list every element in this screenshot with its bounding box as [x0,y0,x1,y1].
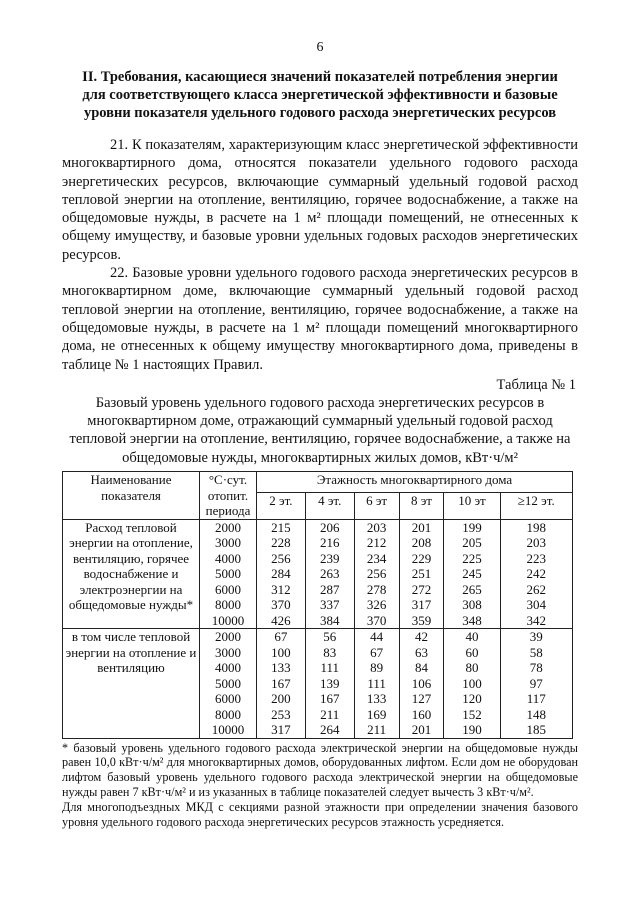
value-cell: 278 [354,582,399,598]
value-cell: 208 [399,535,444,551]
value-cell: 212 [354,535,399,551]
value-cell: 326 [354,597,399,613]
value-cell: 40 [444,629,500,645]
value-cell: 205 [444,535,500,551]
value-cell: 229 [399,551,444,567]
value-cell: 100 [444,676,500,692]
paragraph-21 [62,136,578,264]
degree-days-cell: 2000 [200,519,257,535]
value-cell: 253 [257,707,306,723]
page-number: 6 [316,40,324,55]
value-cell: 256 [257,551,306,567]
degree-days-cell: 8000 [200,707,257,723]
value-cell: 198 [500,519,573,535]
section-heading: II. Требования, касающиеся значений показателей потребления энергии для соответствующего класса энергетической эффективности и базовые уровни показателя удельного годового расхода энергетических ресурсов [82,69,558,121]
table-number: Таблица № 1 [496,376,576,393]
value-cell: 78 [500,660,573,676]
value-cell: 256 [354,566,399,582]
footnote: * базовый уровень удельного годового расхода электрической энергии на общедомовые нужды равен 10,0 кВт·ч/м² для многоквартирных домов, оборудованных лифтом. Если дом не оборудован лифтом базовый уровень удельного годового расхода электрической энергии на общедомовые нужды равен 7 кВт·ч/м² и из указанных в таблице показателей следует вычесть 3 кВт·ч/м². [62,740,578,799]
value-cell: 97 [500,676,573,692]
value-cell: 167 [257,676,306,692]
indicator-name: Расход тепловой энергии на отопление, вентиляцию, горячее водоснабжение и электроэнергии на общедомовые нужды* [63,519,200,629]
value-cell: 263 [305,566,354,582]
indicator-name: в том числе тепловой энергии на отопление и вентиляцию [63,629,200,739]
value-cell: 133 [257,660,306,676]
value-cell: 262 [500,582,573,598]
value-cell: 120 [444,691,500,707]
value-cell: 370 [257,597,306,613]
value-cell: 106 [399,676,444,692]
value-cell: 215 [257,519,306,535]
value-cell: 384 [305,613,354,629]
value-cell: 44 [354,629,399,645]
header-name: Наименование показателя [63,472,200,520]
value-cell: 211 [354,722,399,738]
value-cell: 251 [399,566,444,582]
header-floors: Этажность многоквартирного дома [257,472,573,493]
degree-days-cell: 6000 [200,691,257,707]
value-cell: 185 [500,722,573,738]
value-cell: 83 [305,645,354,661]
header-floor: 2 эт. [257,492,306,519]
value-cell: 223 [500,551,573,567]
value-cell: 148 [500,707,573,723]
value-cell: 80 [444,660,500,676]
value-cell: 287 [305,582,354,598]
table-body [63,519,573,738]
value-cell: 359 [399,613,444,629]
degree-days-cell: 3000 [200,535,257,551]
value-cell: 139 [305,676,354,692]
degree-days-cell: 2000 [200,629,257,645]
value-cell: 56 [305,629,354,645]
value-cell: 206 [305,519,354,535]
value-cell: 216 [305,535,354,551]
value-cell: 284 [257,566,306,582]
value-cell: 111 [354,676,399,692]
value-cell: 133 [354,691,399,707]
table-row [63,629,573,645]
degree-days-cell: 5000 [200,676,257,692]
value-cell: 100 [257,645,306,661]
value-cell: 203 [500,535,573,551]
value-cell: 160 [399,707,444,723]
value-cell: 348 [444,613,500,629]
value-cell: 225 [444,551,500,567]
header-degree-days: °С·сут. отопит. периода [200,472,257,520]
value-cell: 58 [500,645,573,661]
value-cell: 117 [500,691,573,707]
degree-days-cell: 4000 [200,551,257,567]
value-cell: 312 [257,582,306,598]
value-cell: 239 [305,551,354,567]
value-cell: 234 [354,551,399,567]
degree-days-cell: 10000 [200,722,257,738]
value-cell: 317 [257,722,306,738]
value-cell: 264 [305,722,354,738]
degree-days-cell: 3000 [200,645,257,661]
value-cell: 200 [257,691,306,707]
value-cell: 317 [399,597,444,613]
degree-days-cell: 4000 [200,660,257,676]
value-cell: 127 [399,691,444,707]
value-cell: 199 [444,519,500,535]
header-floor: ≥12 эт. [500,492,573,519]
paragraph-22-text: 22. Базовые уровни удельного годового расхода энергетических ресурсов в многоквартирном доме, включающие суммарный удельный годовой расход тепловой энергии на отопление, вентиляцию, горячее водоснабжение, а также на общедомовые нужды, в расчете на 1 м² площади помещений многоквартирного дома, не отнесенных к общему имуществу многоквартирного дома, приведены в таблице № 1 настоящих Правил. [62,265,578,373]
table-caption: Базовый уровень удельного годового расхода энергетических ресурсов в многоквартирном доме, отражающий суммарный удельный годовой расход тепловой энергии на отопление, вентиляцию, горячее водоснабжение, а также на общедомовые нужды, многоквартирных жилых домов, кВт·ч/м² [69,394,571,466]
paragraph-22 [62,264,578,374]
value-cell: 426 [257,613,306,629]
value-cell: 342 [500,613,573,629]
base-levels-table [62,471,573,739]
value-cell: 201 [399,519,444,535]
header-floor: 6 эт [354,492,399,519]
value-cell: 60 [444,645,500,661]
footnotes [62,741,578,830]
value-cell: 89 [354,660,399,676]
value-cell: 167 [305,691,354,707]
degree-days-cell: 8000 [200,597,257,613]
degree-days-cell: 10000 [200,613,257,629]
value-cell: 337 [305,597,354,613]
value-cell: 190 [444,722,500,738]
value-cell: 63 [399,645,444,661]
value-cell: 272 [399,582,444,598]
value-cell: 304 [500,597,573,613]
value-cell: 370 [354,613,399,629]
value-cell: 265 [444,582,500,598]
header-floor: 10 эт [444,492,500,519]
value-cell: 111 [305,660,354,676]
value-cell: 169 [354,707,399,723]
value-cell: 245 [444,566,500,582]
value-cell: 203 [354,519,399,535]
value-cell: 39 [500,629,573,645]
value-cell: 242 [500,566,573,582]
table-row [63,519,573,535]
header-floor: 8 эт [399,492,444,519]
value-cell: 67 [257,629,306,645]
value-cell: 228 [257,535,306,551]
value-cell: 84 [399,660,444,676]
degree-days-cell: 5000 [200,566,257,582]
note: Для многоподъездных МКД с секциями разной этажности при определении значения базового уровня удельного годового расхода энергетических ресурсов этажность усредняется. [62,799,578,829]
header-floor: 4 эт. [305,492,354,519]
value-cell: 308 [444,597,500,613]
value-cell: 211 [305,707,354,723]
value-cell: 201 [399,722,444,738]
value-cell: 67 [354,645,399,661]
paragraph-21-text: 21. К показателям, характеризующим класс энергетической эффективности многоквартирного дома, относятся показатели удельного годового расхода энергетических ресурсов, включающие суммарный удельный годовой расход тепловой энергии на отопление, вентиляцию, горячее водоснабжение, а также на общедомовые нужды, в расчете на 1 м² площади помещений, не отнесенных к общему имуществу, и базовые уровни удельных годовых расходов энергетических ресурсов. [62,137,578,263]
value-cell: 152 [444,707,500,723]
value-cell: 42 [399,629,444,645]
degree-days-cell: 6000 [200,582,257,598]
